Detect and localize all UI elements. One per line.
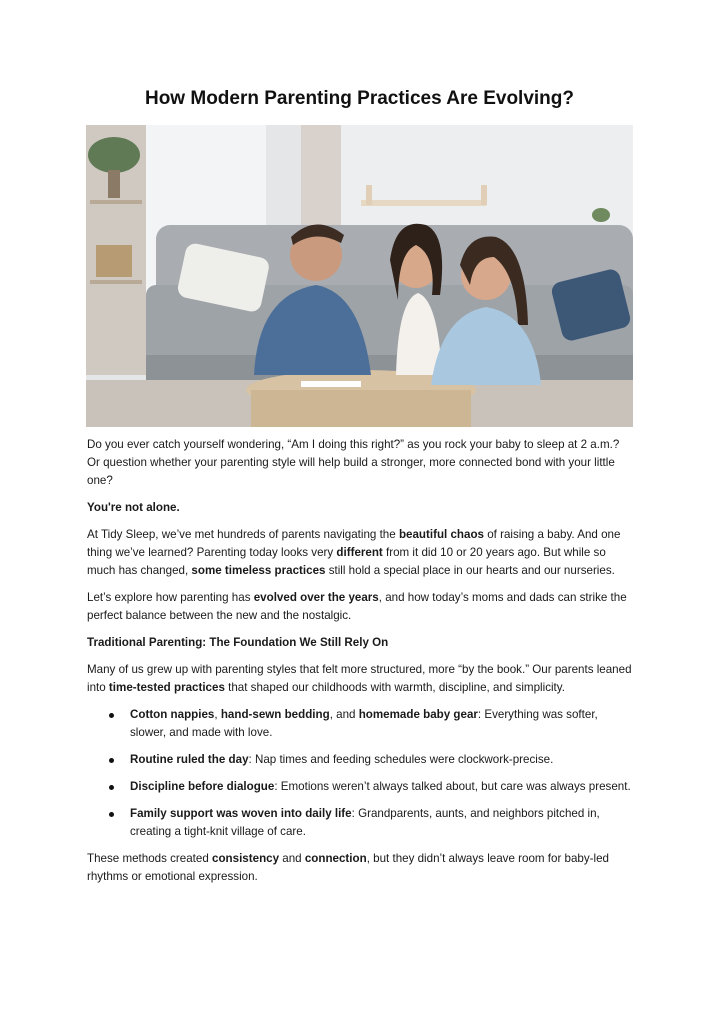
bullet-icon [109,812,114,817]
section-heading: Traditional Parenting: The Foundation We Still Rely On [87,636,389,649]
not-alone-line: You're not alone. [87,501,180,514]
list-item: Family support was woven into daily life: Grandparents, aunts, and neighbors pitched in, creating a tight-knit village of care. [87,805,635,841]
family-photo-illustration [86,125,633,427]
bullet-icon [109,785,114,790]
tidy-sleep-paragraph: At Tidy Sleep, we’ve met hundreds of parents navigating the beautiful chaos of raising a baby. And one thing we’ve learned? Parenting today looks very different from it did 10 or 20 years ago. But while so much has changed, some timeless practices still hold a special place in our hearts and our nurseries. [87,528,621,577]
list-item: Cotton nappies, hand-sewn bedding, and homemade baby gear: Everything was softer, slower, and made with love. [87,706,635,742]
article-body [87,436,635,895]
bullet-icon [109,758,114,763]
list-item: Routine ruled the day: Nap times and feeding schedules were clockwork-precise. [87,751,635,769]
article-title: How Modern Parenting Practices Are Evolving? [144,88,574,109]
intro-paragraph: Do you ever catch yourself wondering, “Am I doing this right?” as you rock your baby to sleep at 2 a.m.? Or question whether your parenting style will help build a stronger, more connected bond with your little one? [87,438,620,487]
list-item: Discipline before dialogue: Emotions weren’t always talked about, but care was always present. [87,778,635,796]
explore-paragraph: Let’s explore how parenting has evolved over the years, and how today’s moms and dads can strike the perfect balance between the new and the nostalgic. [87,591,627,622]
bullet-icon [109,713,114,718]
traditional-practices-list [87,706,635,841]
closing-paragraph: These methods created consistency and connection, but they didn’t always leave room for baby-led rhythms or emotional expression. [87,852,609,883]
hero-photo [86,125,633,427]
traditional-paragraph: Many of us grew up with parenting styles that felt more structured, more “by the book.” Our parents leaned into time-tested practices that shaped our childhoods with warmth, discipline, and simplicity. [87,663,632,694]
